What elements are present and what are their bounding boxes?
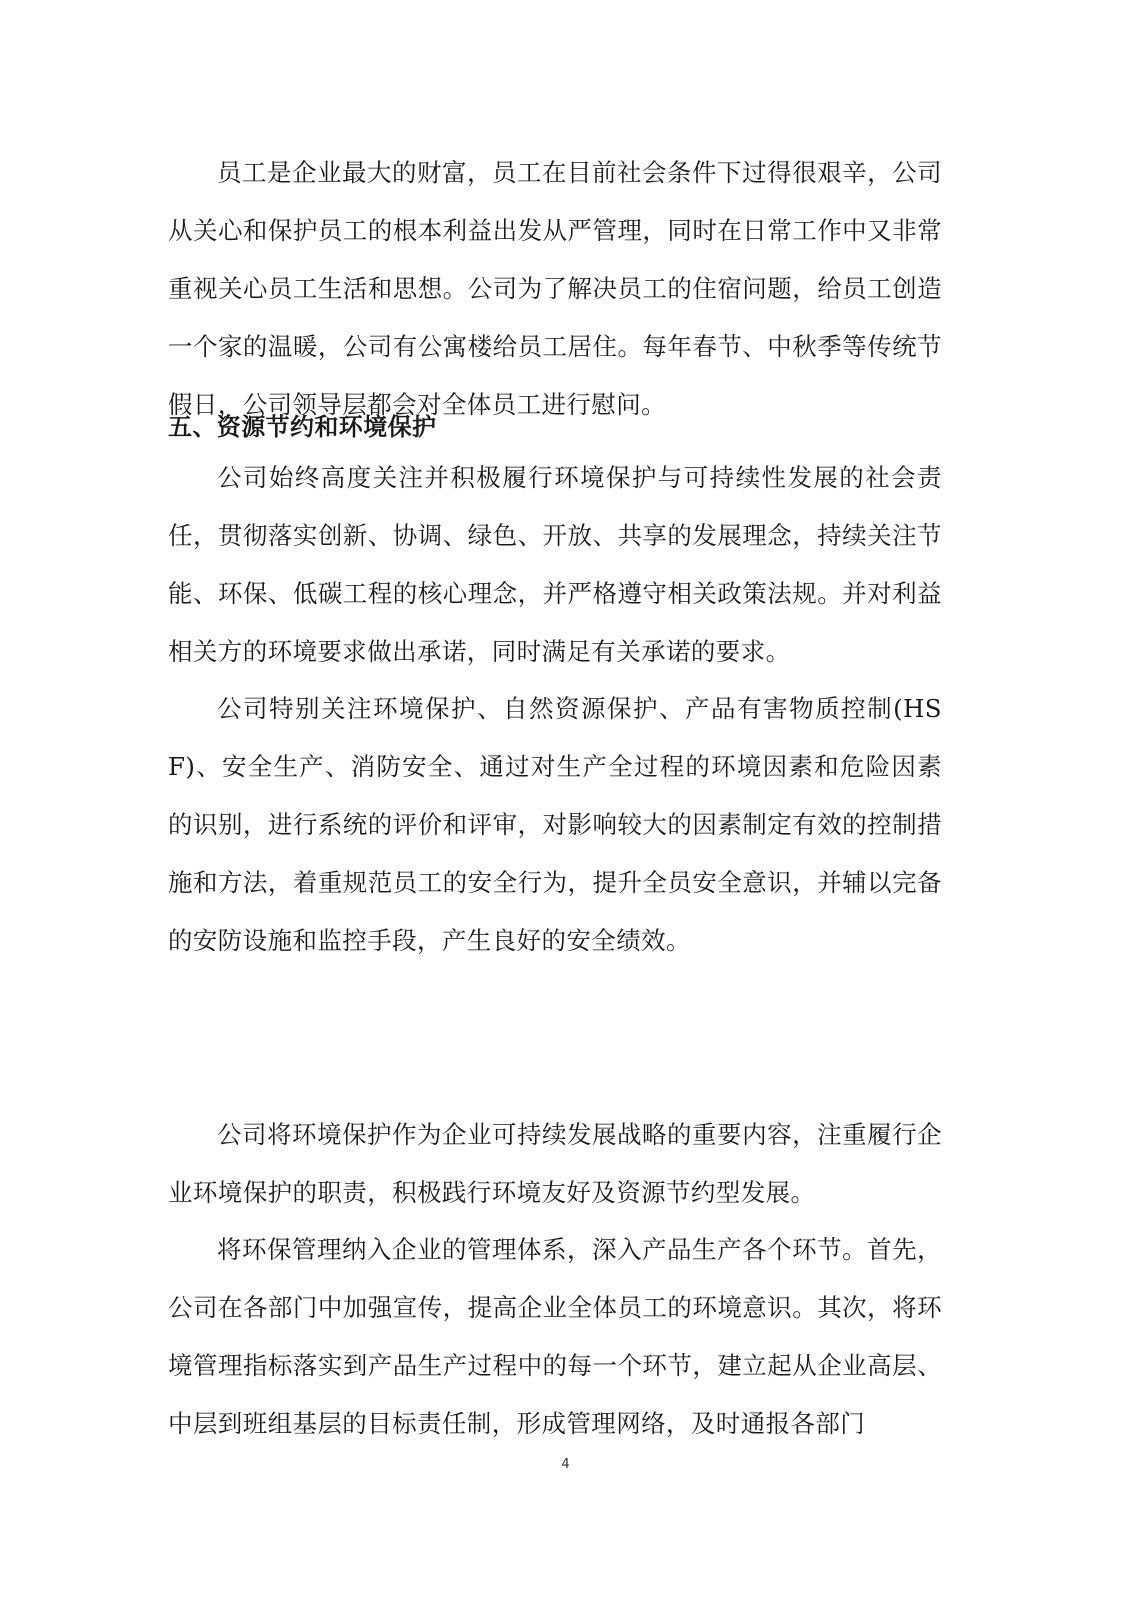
sustainability-strategy-section (168, 1106, 942, 1222)
section-heading-container (168, 405, 942, 449)
paragraph-employee-care: 员工是企业最大的财富，员工在目前社会条件下过得很艰辛，公司从关心和保护员工的根本利益出发从严管理，同时在日常工作中又非常重视关心员工生活和思想。公司为了解决员工的住宿问题，给员工创造一个家的温暖，公司有公寓楼给员工居住。每年春节、中秋季等传统节假日，公司领导层都会对全体员工进行慰问。 (168, 158, 942, 419)
paragraph-hsf-safety: 公司特别关注环境保护、自然资源保护、产品有害物质控制(HSF)、安全生产、消防安全、通过对生产全过程的环境因素和危险因素的识别，进行系统的评价和评审，对影响较大的因素制定有效的控制措施和方法，着重规范员工的安全行为，提升全员安全意识，并辅以完备的安防设施和监控手段，产生良好的安全绩效。 (168, 694, 942, 955)
paragraph-sustainability-strategy: 公司将环境保护作为企业可持续发展战略的重要内容，注重履行企业环境保护的职责，积极践行环境友好及资源节约型发展。 (168, 1120, 942, 1207)
hsf-safety-section (168, 680, 942, 970)
employee-care-section (168, 144, 942, 434)
section-heading-resource-environment: 五、资源节约和环境保护 (168, 413, 437, 441)
environment-responsibility-section (168, 449, 942, 681)
paragraph-environment-responsibility: 公司始终高度关注并积极履行环境保护与可持续性发展的社会责任，贯彻落实创新、协调、绿色、开放、共享的发展理念，持续关注节能、环保、低碳工程的核心理念，并严格遵守相关政策法规。并对利益相关方的环境要求做出承诺，同时满足有关承诺的要求。 (168, 463, 942, 666)
page-number: 4 (561, 1457, 570, 1472)
paragraph-environmental-management: 将环保管理纳入企业的管理体系，深入产品生产各个环节。首先，公司在各部门中加强宣传，提高企业全体员工的环境意识。其次，将环境管理指标落实到产品生产过程中的每一个环节，建立起从企业高层、中层到班组基层的目标责任制，形成管理网络，及时通报各部门 (168, 1235, 942, 1438)
environmental-management-section (168, 1221, 942, 1453)
